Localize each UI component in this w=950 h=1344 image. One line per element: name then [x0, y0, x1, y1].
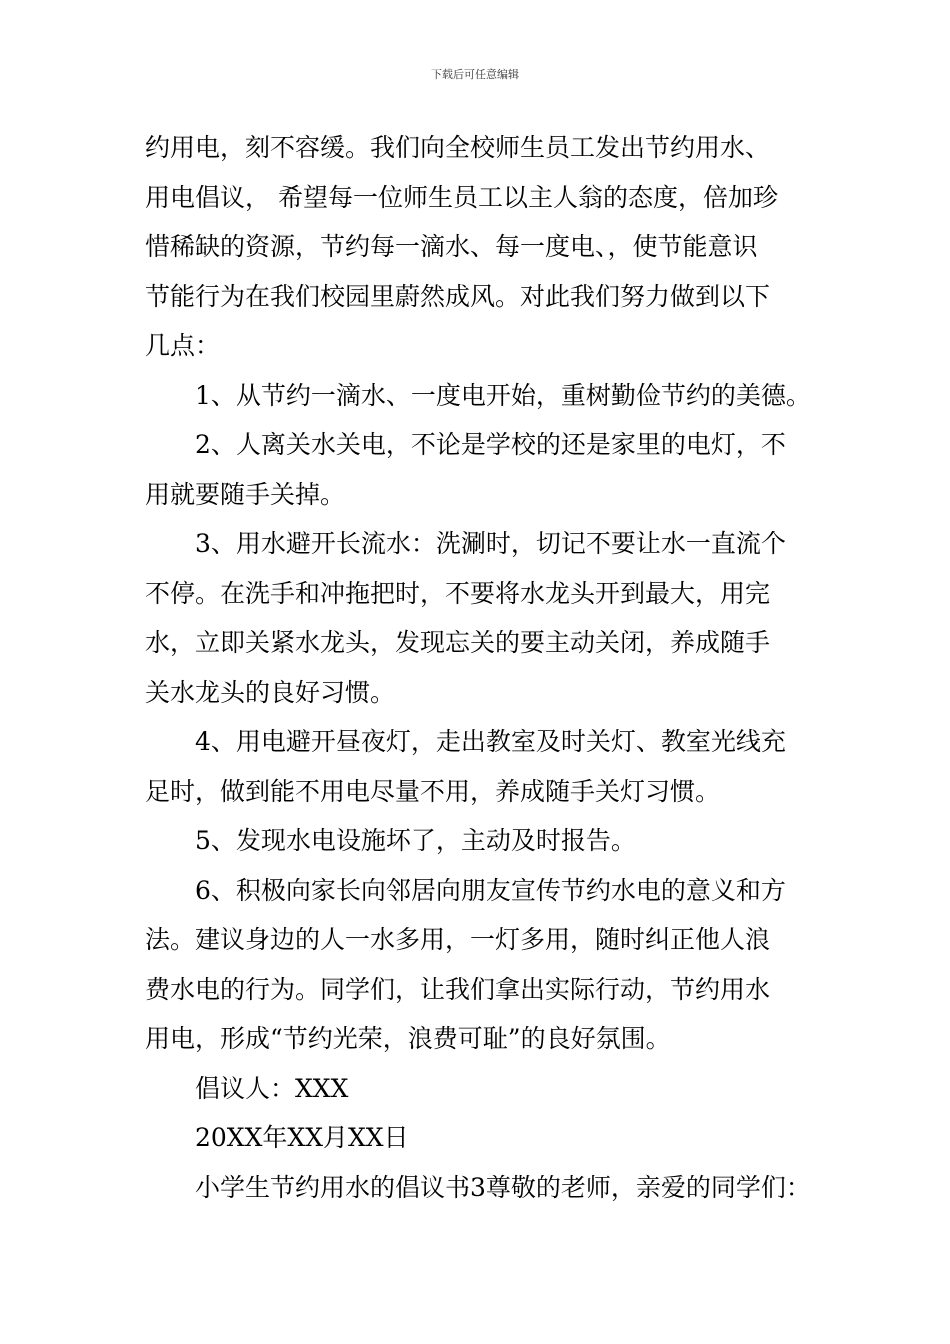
paragraph-line: 不停。在洗手和冲拖把时，不要将水龙头开到最大，用完	[145, 578, 771, 608]
paragraph-line: 足时，做到能不用电尽量不用，养成随手关灯习惯。	[145, 776, 721, 806]
paragraph-line: 惜稀缺的资源，节约每一滴水、每一度电、，使节能意识	[145, 232, 758, 261]
list-item-6: 6、积极向家长向邻居向朋友宣传节约水电的意义和方	[195, 875, 786, 905]
paragraph-line: 约用电，刻不容缓。我们向全校师生员工发出节约用水、	[145, 133, 771, 162]
paragraph-line: 节能行为在我们校园里蔚然成风。对此我们努力做到以下	[145, 281, 771, 311]
list-item-3: 3、用水避开长流水：洗涮时，切记不要让水一直流个	[195, 529, 786, 558]
document-body	[145, 128, 825, 1217]
signatory-line: 倡议人：XXX	[195, 1073, 349, 1103]
paragraph-line: 用电，形成“节约光荣，浪费可耻”的良好氛围。	[145, 1024, 671, 1053]
list-item-2: 2、人离关水关电，不论是学校的还是家里的电灯，不	[195, 430, 786, 459]
list-item-5: 5、发现水电设施坏了，主动及时报告。	[195, 826, 636, 855]
list-item-1: 1、从节约一滴水、一度电开始，重树勤俭节约的美德。	[195, 380, 811, 410]
paragraph-line: 法。建议身边的人一水多用，一灯多用，随时纠正他人浪	[145, 925, 771, 954]
date-line: 20XX年XX月XX日	[195, 1123, 409, 1152]
paragraph-line: 用电倡议， 希望每一位师生员工以主人翁的态度，倍加珍	[145, 182, 778, 212]
paragraph-line: 用就要随手关掉。	[145, 479, 346, 509]
paragraph-line: 水，立即关紧水龙头，发现忘关的要主动关闭，养成随手	[145, 628, 771, 657]
paragraph-line: 几点：	[145, 331, 221, 360]
next-document-title: 小学生节约用水的倡议书3尊敬的老师，亲爱的同学们：	[195, 1172, 811, 1202]
paragraph-line: 费水电的行为。同学们，让我们拿出实际行动，节约用水	[145, 974, 771, 1004]
page-header-note: 下载后可任意编辑	[431, 68, 519, 81]
paragraph-line: 关水龙头的良好习惯。	[145, 677, 396, 707]
list-item-4: 4、用电避开昼夜灯，走出教室及时关灯、教室光线充	[195, 727, 786, 756]
